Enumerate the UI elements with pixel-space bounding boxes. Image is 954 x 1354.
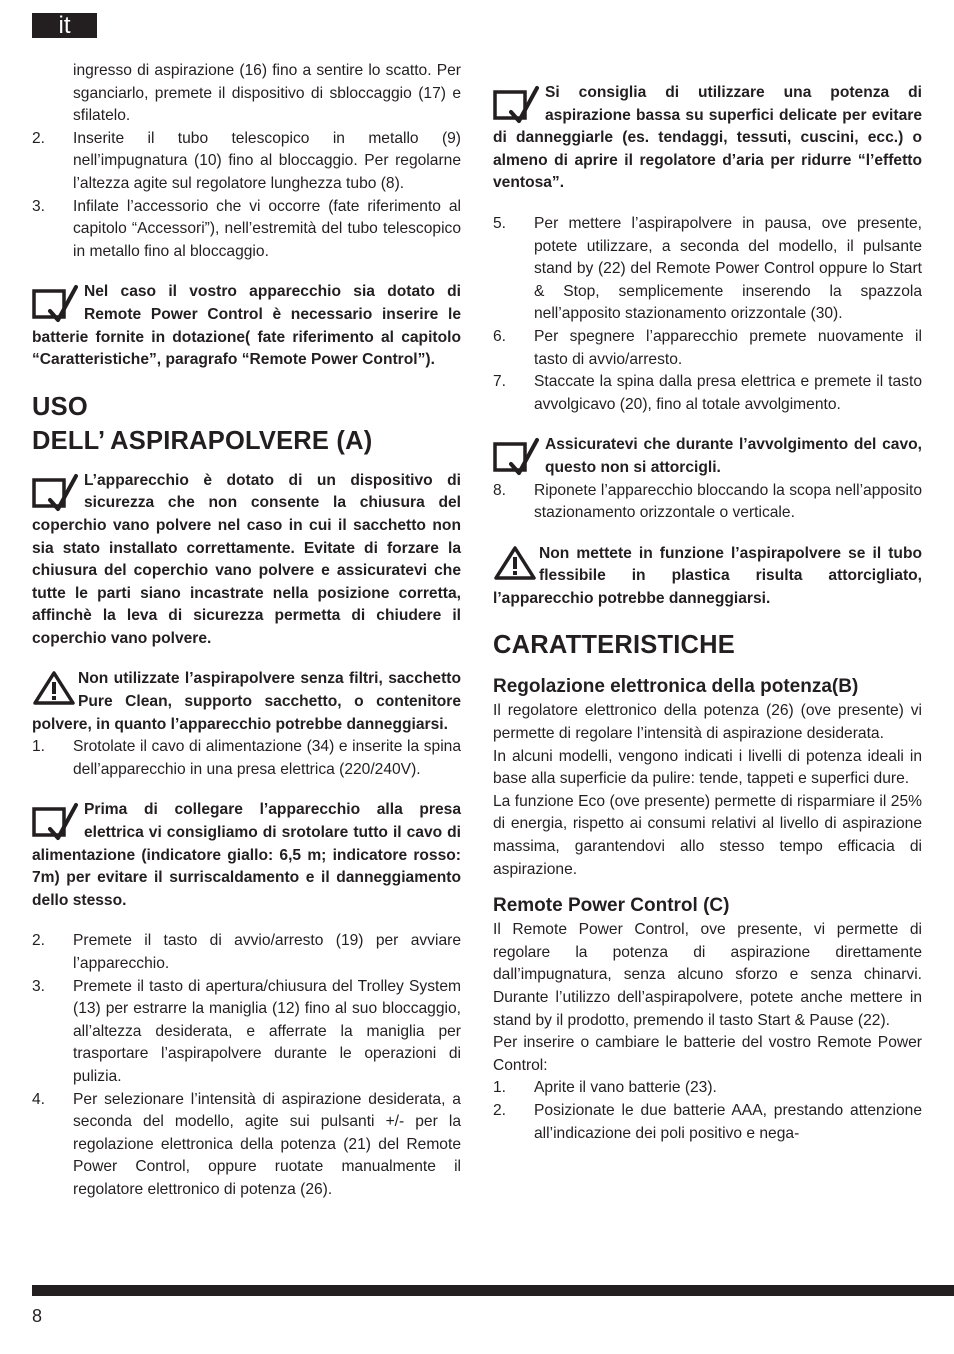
warning-triangle-icon: [493, 545, 537, 581]
paragraph: Per inserire o cambiare le batterie del vostro Remote Power Control:: [493, 1034, 922, 1074]
list-number: 3.: [32, 977, 46, 995]
note-text: L’apparecchio è dotato di un dispositivo di sicurezza che non consente la chiusura del coperchio vano polvere nel caso in cui il sacchetto non sia stato installato correttamente. Evitate di forzare la chiusura del coperchio vano polvere e assicuratevi che tutte le parti siano incastrate nella posizione corretta, affinchè la leva di sicurezza permetta di chiudere il coperchio vano polvere.: [32, 471, 461, 647]
list-item: [32, 1089, 461, 1202]
note-text: Nel caso il vostro apparecchio sia dotato di Remote Power Control è necessario inserire le batterie fornite in dotazione( fate riferimento al capitolo “Caratteristiche”, paragrafo “Remote Power Control”).: [32, 283, 461, 369]
list-number: 5.: [493, 214, 507, 232]
list-number: 1.: [32, 738, 46, 756]
list-number: 3.: [32, 197, 46, 215]
note-check-icon: [32, 801, 82, 841]
section-title-caratteristiche: CARATTERISTICHE: [493, 631, 735, 660]
list-item: [32, 736, 461, 781]
note-text: Si consiglia di utilizzare una potenza di aspirazione bassa su superfici delicate per evitare di danneggiarle (es. tendaggi, tessuti, cuscini, ecc.) o almeno di aprire il regolatore d’aria per ridurre “l’effetto ventosa”.: [493, 84, 922, 192]
note-block: [32, 281, 461, 371]
list-number: 7.: [493, 373, 507, 391]
list-text: Infilate l’accessorio che vi occorre (fate riferimento al capitolo “Accessori”), nell’estremità del tubo telescopico in metallo fino al bloccaggio.: [73, 197, 461, 260]
language-tab: it: [32, 13, 97, 38]
list-item: [493, 480, 922, 525]
warning-triangle-icon: [32, 670, 76, 706]
list-item: [32, 128, 461, 196]
list-text: Per selezionare l’intensità di aspirazione desiderata, a seconda del modello, agite sui pulsanti +/- per la regolazione elettronica della potenza (21) del Remote Power Control, oppure ruotate manualmente il regolatore elettronico di potenza (26).: [73, 1090, 461, 1198]
list-item: [493, 326, 922, 371]
note-text: Prima di collegare l’apparecchio alla presa elettrica vi consigliamo di srotolare tutto il cavo di alimentazione (indicatore giallo: 6,5 m; indicatore rosso: 7m) per evitare il surriscaldamento e il danneggiamento dello stesso.: [32, 801, 461, 909]
list-text: Staccate la spina dalla presa elettrica e premete il tasto avvolgicavo (20), fino al totale avvolgimento.: [534, 373, 922, 413]
list-item: [493, 1077, 922, 1100]
right-column: [493, 82, 922, 1145]
subsection-title-power: Regolazione elettronica della potenza(B): [493, 676, 859, 698]
footer-bar: [32, 1285, 954, 1296]
left-column: [32, 60, 461, 1202]
list-item: [32, 930, 461, 975]
list-text: Inserite il tubo telescopico in metallo (9) nell’impugnatura (10) fino al bloccaggio. Per regolarne l’altezza agite sul regolatore lunghezza tubo (8).: [73, 129, 461, 192]
note-block: [493, 434, 922, 479]
note-check-icon: [32, 283, 82, 323]
list-number: 2.: [32, 932, 46, 950]
list-text: Aprite il vano batterie (23).: [534, 1079, 717, 1097]
list-number: 8.: [493, 481, 507, 499]
paragraph: Il regolatore elettronico della potenza (26) (ove presente) vi permette di regolare l’intensità di aspirazione desiderata.: [493, 702, 922, 743]
list-number: 6.: [493, 327, 507, 345]
note-block: [32, 799, 461, 912]
paragraph: In alcuni modelli, vengono indicati i livelli di potenza ideali in base alla superficie da pulire: tende, tappeti e superfici dure.: [493, 747, 922, 788]
list-text: Posizionate le due batterie AAA, prestando attenzione all’indicazione dei poli positivo e nega-: [534, 1101, 922, 1142]
list-text: Premete il tasto di avvio/arresto (19) per avviare l’apparecchio.: [73, 932, 461, 972]
paragraph: Il Remote Power Control, ove presente, vi permette di regolare la potenza di aspirazione direttamente dall’impugnatura, senza alcuno sforzo e senza chinarvi. Durante l’utilizzo dell’aspirapolvere, potete anche mettere in stand by il prodotto, premendo il tasto Start & Pause (22).: [493, 921, 922, 1029]
note-check-icon: [493, 436, 543, 476]
list-text: Premete il tasto di apertura/chiusura del Trolley System (13) per estrarre la maniglia (12) fino al suo bloccaggio, all’altezza desiderata, e afferrate la maniglia per trasportare l’aspirapolvere durante le operazioni di pulizia.: [73, 977, 461, 1085]
list-number: 1.: [493, 1079, 507, 1097]
section-title-uso: USO DELL’ ASPIRAPOLVERE (A): [32, 392, 373, 455]
list-text: Riponete l’apparecchio bloccando la scopa nell’apposito stazionamento orizzontale o verticale.: [534, 481, 922, 522]
warning-text: Non utilizzate l’aspirapolvere senza filtri, sacchetto Pure Clean, supporto sacchetto, o contenitore polvere, in quanto l’apparecchio potrebbe danneggiarsi.: [32, 670, 461, 733]
note-block: [32, 470, 461, 651]
note-check-icon: [32, 472, 82, 512]
list-number: 2.: [32, 129, 46, 147]
warning-block: [493, 543, 922, 611]
list-item: [493, 1100, 922, 1145]
note-block: [493, 82, 922, 195]
list-item: [493, 213, 922, 326]
list-item: [32, 196, 461, 264]
intro-continuation: ingresso di aspirazione (16) fino a sentire lo scatto. Per sganciarlo, premete il dispositivo di sbloccaggio (17) e sfilatelo.: [73, 62, 461, 125]
subsection-title-remote: Remote Power Control (C): [493, 895, 730, 917]
list-number: 4.: [32, 1090, 46, 1108]
list-text: Per mettere l’aspirapolvere in pausa, ove presente, potete utilizzare, a seconda del modello, il pulsante stand by (22) del Remote Power Control oppure lo Start & Stop, semplicemente inserendo la spazzola nell’apposito stazionamento orizzontale (30).: [534, 214, 922, 323]
list-number: 2.: [493, 1101, 507, 1119]
list-item: [32, 976, 461, 1089]
note-text: Assicuratevi che durante l’avvolgimento del cavo, questo non si attorcigli.: [545, 436, 922, 476]
warning-text: Non mettete in funzione l’aspirapolvere se il tubo flessibile in plastica risulta attorcigliato, l’apparecchio potrebbe danneggiarsi.: [493, 544, 922, 607]
warning-block: [32, 668, 461, 736]
list-text: Srotolate il cavo di alimentazione (34) e inserite la spina dell’apparecchio in una presa elettrica (220/240V).: [73, 738, 461, 778]
paragraph: La funzione Eco (ove presente) permette di risparmiare il 25% di energia, rispetto ai consumi relativi al livello di aspirazione massima, garantendovi allo stesso tempo efficacia di aspirazione.: [493, 792, 922, 878]
page-number: 8: [32, 1306, 43, 1326]
list-item: [493, 371, 922, 416]
note-check-icon: [493, 84, 543, 124]
list-text: Per spegnere l’apparecchio premete nuovamente il tasto di avvio/arresto.: [534, 327, 922, 368]
